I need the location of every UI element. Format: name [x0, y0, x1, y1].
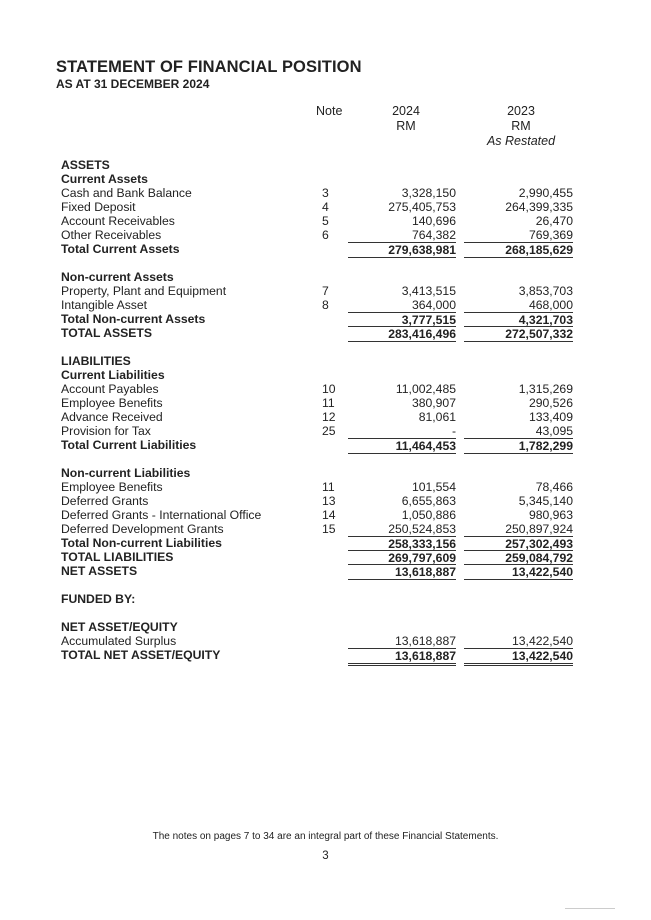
row-label: Non-current Assets — [61, 270, 174, 284]
row-note: 25 — [322, 424, 336, 438]
row-note: 12 — [322, 410, 336, 424]
financial-position-table — [0, 158, 651, 662]
row-label: Employee Benefits — [61, 480, 163, 494]
row-value-2024: 269,797,609 — [348, 550, 456, 565]
row-value-2023: 1,315,269 — [518, 382, 573, 396]
row-label: FUNDED BY: — [61, 592, 136, 606]
row-spacer — [0, 578, 651, 592]
statement-row — [0, 242, 651, 256]
row-label: NET ASSETS — [61, 564, 138, 578]
statement-row — [0, 214, 651, 228]
row-value-2024: 13,618,887 — [395, 634, 456, 648]
statement-row — [0, 634, 651, 648]
row-value-2024: 258,333,156 — [348, 536, 456, 551]
statement-row — [0, 368, 651, 382]
row-value-2024: 101,554 — [411, 480, 456, 494]
row-label: Provision for Tax — [61, 424, 151, 438]
row-value-2023: 257,302,493 — [464, 536, 573, 551]
row-value-2024: 11,464,453 — [348, 438, 456, 454]
row-value-2024: 3,777,515 — [348, 312, 456, 327]
row-value-2023: 1,782,299 — [464, 438, 573, 454]
row-value-2023: 290,526 — [528, 396, 573, 410]
row-label: Total Current Assets — [61, 242, 180, 256]
statement-row — [0, 564, 651, 578]
row-value-2023: 43,095 — [535, 424, 573, 438]
statement-row — [0, 228, 651, 242]
statement-row — [0, 424, 651, 438]
statement-date: AS AT 31 DECEMBER 2024 — [56, 77, 210, 91]
statement-row — [0, 466, 651, 480]
row-label: TOTAL NET ASSET/EQUITY — [61, 648, 221, 662]
row-spacer — [0, 256, 651, 270]
row-value-2024: 283,416,496 — [348, 326, 456, 342]
row-value-2024: 3,413,515 — [401, 284, 456, 298]
statement-row — [0, 438, 651, 452]
row-label: Current Assets — [61, 172, 148, 186]
row-value-2024: 364,000 — [411, 298, 456, 312]
row-value-2023: 769,369 — [528, 228, 573, 242]
row-value-2023: 13,422,540 — [464, 564, 573, 580]
row-label: Other Receivables — [61, 228, 162, 242]
row-value-2023: 13,422,540 — [512, 634, 573, 648]
row-label: Accumulated Surplus — [61, 634, 177, 648]
statement-row — [0, 382, 651, 396]
statement-row — [0, 186, 651, 200]
row-note: 4 — [322, 200, 329, 214]
row-value-2023: 78,466 — [535, 480, 573, 494]
statement-row — [0, 648, 651, 662]
year-2023-restated-note: As Restated — [486, 134, 556, 148]
row-spacer — [0, 340, 651, 354]
year-2024-unit: RM — [396, 119, 416, 133]
row-value-2024: 275,405,753 — [388, 200, 456, 214]
row-value-2024: 13,618,887 — [348, 564, 456, 580]
statement-row — [0, 172, 651, 186]
row-value-2023: 268,185,629 — [464, 242, 573, 258]
statement-row — [0, 536, 651, 550]
row-spacer — [0, 452, 651, 466]
row-value-2023: 26,470 — [535, 214, 573, 228]
statement-row — [0, 550, 651, 564]
row-note: 15 — [322, 522, 336, 536]
row-value-2023: 2,990,455 — [518, 186, 573, 200]
row-value-2023: 3,853,703 — [518, 284, 573, 298]
row-label: Fixed Deposit — [61, 200, 136, 214]
row-label: TOTAL ASSETS — [61, 326, 152, 340]
statement-row — [0, 522, 651, 536]
row-value-2024: 380,907 — [411, 396, 456, 410]
statement-row — [0, 158, 651, 172]
row-note: 14 — [322, 508, 336, 522]
row-label: Deferred Development Grants — [61, 522, 224, 536]
note-column-header: Note — [316, 104, 343, 118]
row-value-2023: 5,345,140 — [518, 494, 573, 508]
row-value-2024: 3,328,150 — [401, 186, 456, 200]
statement-row — [0, 410, 651, 424]
row-label: Deferred Grants - International Office — [61, 508, 262, 522]
row-spacer — [0, 606, 651, 620]
year-2023-column-header — [461, 104, 581, 149]
statement-title: STATEMENT OF FINANCIAL POSITION — [56, 58, 362, 76]
row-value-2023: 264,399,335 — [505, 200, 573, 214]
row-label: Total Non-current Assets — [61, 312, 206, 326]
row-note: 7 — [322, 284, 329, 298]
row-value-2023: 250,897,924 — [505, 522, 573, 536]
statement-row — [0, 592, 651, 606]
row-label: Employee Benefits — [61, 396, 163, 410]
statement-row — [0, 284, 651, 298]
statement-row — [0, 480, 651, 494]
year-2024-column-header — [346, 104, 466, 134]
row-value-2023: 272,507,332 — [464, 326, 573, 342]
row-label: Property, Plant and Equipment — [61, 284, 227, 298]
row-label: Deferred Grants — [61, 494, 149, 508]
scan-artifact-line — [565, 908, 615, 909]
statement-row — [0, 620, 651, 634]
row-value-2024: 140,696 — [411, 214, 456, 228]
row-note: 3 — [322, 186, 329, 200]
row-label: LIABILITIES — [61, 354, 131, 368]
row-value-2023: 13,422,540 — [464, 648, 573, 666]
row-value-2024: 764,382 — [411, 228, 456, 242]
statement-row — [0, 298, 651, 312]
statement-row — [0, 396, 651, 410]
row-value-2024: 279,638,981 — [348, 242, 456, 258]
row-label: ASSETS — [61, 158, 110, 172]
row-value-2023: 259,084,792 — [464, 550, 573, 565]
row-note: 10 — [322, 382, 336, 396]
statement-row — [0, 312, 651, 326]
row-label: Advance Received — [61, 410, 163, 424]
row-value-2024: 81,061 — [418, 410, 456, 424]
statement-row — [0, 494, 651, 508]
row-value-2023: 4,321,703 — [464, 312, 573, 327]
row-label: Total Current Liabilities — [61, 438, 197, 452]
page-number: 3 — [322, 850, 329, 862]
row-value-2024: 11,002,485 — [395, 382, 456, 396]
row-note: 13 — [322, 494, 336, 508]
statement-row — [0, 354, 651, 368]
row-value-2024: 1,050,886 — [401, 508, 456, 522]
statement-row — [0, 270, 651, 284]
statement-row — [0, 326, 651, 340]
row-note: 5 — [322, 214, 329, 228]
row-label: Non-current Liabilities — [61, 466, 191, 480]
year-2023-label: 2023 — [507, 104, 535, 118]
year-2024-label: 2024 — [392, 104, 420, 118]
row-label: NET ASSET/EQUITY — [61, 620, 178, 634]
row-note: 8 — [322, 298, 329, 312]
row-label: Cash and Bank Balance — [61, 186, 192, 200]
row-label: Total Non-current Liabilities — [61, 536, 222, 550]
row-note: 11 — [322, 480, 335, 494]
row-value-2024: 250,524,853 — [388, 522, 456, 536]
row-label: Current Liabilities — [61, 368, 165, 382]
row-value-2023: 133,409 — [528, 410, 573, 424]
row-value-2024: - — [451, 424, 456, 438]
footer-note: The notes on pages 7 to 34 are an integral part of these Financial Statements. — [152, 831, 499, 842]
row-value-2024: 13,618,887 — [348, 648, 456, 666]
row-label: TOTAL LIABILITIES — [61, 550, 174, 564]
statement-row — [0, 200, 651, 214]
row-label: Intangible Asset — [61, 298, 148, 312]
row-value-2023: 980,963 — [528, 508, 573, 522]
statement-row — [0, 508, 651, 522]
row-value-2023: 468,000 — [528, 298, 573, 312]
row-label: Account Receivables — [61, 214, 175, 228]
row-note: 11 — [322, 396, 335, 410]
row-label: Account Payables — [61, 382, 159, 396]
row-value-2024: 6,655,863 — [401, 494, 456, 508]
row-note: 6 — [322, 228, 329, 242]
year-2023-unit: RM — [511, 119, 531, 133]
